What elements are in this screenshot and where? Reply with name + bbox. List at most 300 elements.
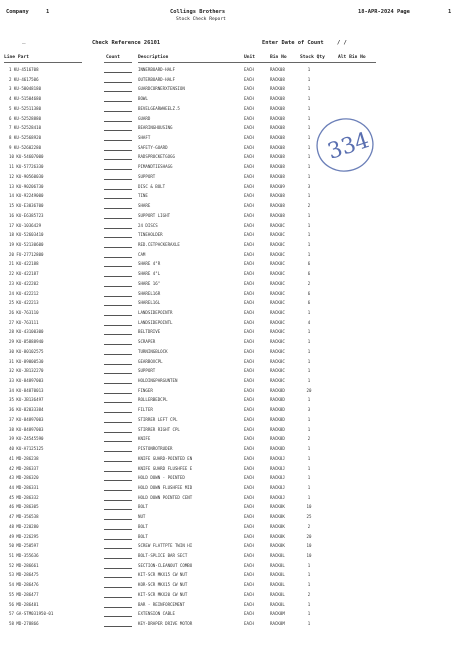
stock-qty-cell: 1 [307, 135, 311, 141]
count-entry-blank [104, 354, 132, 355]
count-entry-blank [104, 198, 132, 199]
unit-cell: EACH [244, 523, 254, 529]
count-entry-blank [104, 402, 132, 403]
bin-cell: RACK08 [270, 164, 285, 170]
line-part-cell: 44 MD-286331 [9, 484, 39, 490]
bin-cell: RACK08 [270, 203, 285, 209]
description-cell: HOLD DOWN - POINTED [138, 475, 185, 481]
count-entry-blank [104, 179, 132, 180]
unit-cell: EACH [244, 212, 254, 218]
description-cell: SHAREL16R [138, 290, 161, 296]
description-cell: SHARE 4"L [138, 271, 161, 277]
stock-qty-cell: 1 [307, 86, 311, 92]
stock-qty-cell: 1 [307, 251, 311, 257]
count-entry-blank [104, 101, 132, 102]
table-row [0, 85, 460, 95]
unit-cell: EACH [244, 290, 254, 296]
description-cell: KIT-SCR MKX20 CW NUT [138, 591, 188, 597]
count-entry-blank [104, 471, 132, 472]
stock-qty-cell: 10 [306, 504, 312, 510]
bin-cell: RACK8K [270, 504, 285, 510]
stock-qty-cell: 1 [307, 426, 311, 432]
unit-cell: EACH [244, 300, 254, 306]
line-part-cell: 58 MD-278866 [9, 621, 39, 627]
line-part-cell: 7 KU-52528410 [9, 125, 42, 131]
bin-cell: RACK8M [270, 621, 285, 627]
page-dash-mark: — [22, 40, 26, 47]
description-cell: KNIFE GUARD FLUSHFEE E [138, 465, 193, 471]
line-part-cell: 56 MD-286481 [9, 601, 39, 607]
count-entry-blank [104, 441, 132, 442]
description-cell: OUTERBOARD-HALF [138, 76, 175, 82]
count-entry-blank [104, 480, 132, 481]
bin-cell: RACK8J [270, 455, 285, 461]
column-bin-no: Bin No [270, 55, 287, 60]
unit-cell: EACH [244, 446, 254, 452]
stock-qty-cell: 1 [307, 96, 311, 102]
line-part-cell: 39 KU-Z4545590 [9, 436, 44, 442]
table-row [0, 66, 460, 76]
bin-cell: RACK8K [270, 543, 285, 549]
organisation-name: Collings Brothers [170, 9, 226, 15]
line-part-cell: 37 KU-84897003 [9, 416, 44, 422]
count-entry-blank [104, 334, 132, 335]
bin-cell: RACK08 [270, 76, 285, 82]
description-cell: SHAREL16L [138, 300, 161, 306]
table-row [0, 124, 460, 134]
count-entry-blank [104, 286, 132, 287]
bin-cell: RACK08 [270, 125, 285, 131]
stock-qty-cell: 10 [306, 553, 312, 558]
bin-cell: RACK8C [270, 358, 285, 364]
line-part-cell: 41 MD-286238 [9, 455, 39, 461]
unit-cell: EACH [244, 251, 254, 257]
stock-qty-cell: 2 [307, 203, 311, 209]
unit-cell: EACH [244, 455, 254, 461]
bin-cell: RACK8D [270, 436, 285, 442]
bin-cell: RACK8D [270, 387, 285, 393]
bin-cell: RACK8J [270, 465, 285, 471]
column-count: Count [106, 55, 120, 60]
unit-cell: EACH [244, 514, 254, 520]
description-cell: ROLLERBEDCPL [138, 397, 168, 403]
description-cell: BEARINGHOUSING [138, 125, 173, 131]
description-cell: SUPPORT [138, 368, 156, 374]
table-row [0, 222, 460, 232]
bin-cell: RACK8L [270, 562, 285, 568]
description-cell: KNIFE [138, 436, 151, 442]
unit-cell: EACH [244, 601, 254, 607]
bin-cell: RACK8D [270, 407, 285, 413]
check-reference: Check Reference 26101 [92, 40, 161, 46]
count-entry-blank [104, 451, 132, 452]
unit-cell: EACH [244, 183, 254, 189]
count-entry-blank [104, 364, 132, 365]
count-entry-blank [104, 159, 132, 160]
table-row [0, 309, 460, 319]
line-part-cell: 46 MD-286305 [9, 504, 39, 510]
unit-cell: EACH [244, 397, 254, 403]
line-part-cell: 53 MD-286475 [9, 572, 39, 578]
unit-cell: EACH [244, 416, 254, 422]
line-part-cell: 12 KU-90560030 [9, 173, 44, 179]
stock-qty-cell: 1 [307, 144, 311, 150]
unit-cell: EACH [244, 310, 254, 315]
bin-cell: RACK8C [270, 300, 285, 306]
description-cell: HOLDINGPARGUNTEN [138, 378, 178, 384]
description-cell: BEVELGEARWHEELZ.5 [138, 105, 180, 111]
unit-cell: EACH [244, 358, 254, 364]
unit-cell: EACH [244, 591, 254, 597]
line-part-cell: 5 KU-52511380 [9, 105, 42, 111]
table-row [0, 562, 460, 572]
unit-cell: EACH [244, 572, 254, 578]
unit-cell: EACH [244, 348, 254, 354]
count-entry-blank [104, 509, 132, 510]
stock-qty-cell: 1 [307, 222, 311, 228]
unit-cell: EACH [244, 339, 254, 345]
stock-qty-cell: 1 [307, 611, 311, 617]
unit-cell: EACH [244, 543, 254, 549]
count-entry-blank [104, 276, 132, 277]
line-part-cell: 17 KU-1036429 [9, 222, 42, 228]
table-row [0, 426, 460, 436]
column-unit: Unit [244, 55, 256, 60]
description-cell: DISC & BOLT [138, 183, 166, 189]
description-cell: KNIFE GUARD-POINTED EN [138, 455, 193, 461]
count-entry-blank [104, 218, 132, 219]
bin-cell: RACK8D [270, 416, 285, 422]
bin-cell: RACK8C [270, 339, 285, 345]
count-date-field: / / [337, 40, 347, 46]
line-part-cell: 24 KU-422212 [9, 290, 39, 296]
line-part-cell: 54 MD-286476 [9, 582, 39, 588]
bin-cell: RACK08 [270, 193, 285, 199]
count-entry-blank [104, 607, 132, 608]
unit-cell: EACH [244, 407, 254, 413]
count-entry-blank [104, 237, 132, 238]
stock-qty-cell: 1 [307, 241, 311, 247]
unit-cell: EACH [244, 154, 254, 160]
description-cell: FILTER [138, 407, 153, 413]
table-row [0, 251, 460, 261]
unit-cell: EACH [244, 553, 254, 558]
line-part-cell: 22 KU-422187 [9, 271, 39, 277]
description-cell: BOLT-SPLICE BAR SECT [138, 553, 188, 558]
line-part-cell: 6 KU-52528880 [9, 115, 42, 121]
line-part-cell: 31 KU-89000530 [9, 358, 44, 364]
column-description: Description [138, 55, 169, 60]
table-row [0, 455, 460, 465]
bin-cell: RACK8K [270, 514, 285, 520]
unit-cell: EACH [244, 144, 254, 150]
unit-cell: EACH [244, 611, 254, 617]
count-entry-blank [104, 461, 132, 462]
table-row [0, 416, 460, 426]
bin-cell: RACK8C [270, 271, 285, 277]
stock-qty-cell: 25 [306, 514, 312, 520]
line-part-cell: 36 KU-82033384 [9, 407, 44, 413]
bin-cell: RACK8C [270, 280, 285, 286]
table-row [0, 435, 460, 445]
stock-qty-cell: 1 [307, 475, 311, 481]
stock-qty-cell: 1 [307, 572, 311, 578]
table-row [0, 552, 460, 562]
table-row [0, 134, 460, 144]
stock-qty-cell: 1 [307, 465, 311, 471]
bin-cell: RACK08 [270, 86, 285, 92]
table-row [0, 601, 460, 611]
description-cell: HOLD DOWN POINTED CENT [138, 494, 193, 500]
count-entry-blank [104, 412, 132, 413]
header-rule-left [4, 62, 82, 63]
count-entry-blank [104, 72, 132, 73]
line-part-cell: 57 GA-STM031950-01 [9, 611, 54, 617]
line-part-cell: 55 MD-286477 [9, 591, 39, 597]
bin-cell: RACK8C [270, 290, 285, 296]
bin-cell: RACK8L [270, 553, 285, 558]
bin-cell: RACK8J [270, 475, 285, 481]
count-entry-blank [104, 228, 132, 229]
stock-qty-cell: 20 [306, 533, 312, 539]
table-row [0, 328, 460, 338]
description-cell: SHARE 4"R [138, 261, 161, 267]
line-part-cell: 20 FU-27712800 [9, 251, 44, 257]
unit-cell: EACH [244, 426, 254, 432]
stock-qty-cell: 1 [307, 358, 311, 364]
stock-qty-cell: 1 [307, 212, 311, 218]
stock-qty-cell: 2 [307, 280, 311, 286]
stock-qty-cell: 3 [307, 407, 311, 413]
line-part-cell: 10 KU-54607000 [9, 154, 44, 160]
unit-cell: EACH [244, 280, 254, 286]
stock-qty-cell: 6 [307, 261, 311, 267]
description-cell: BOLT [138, 523, 148, 529]
unit-cell: EACH [244, 504, 254, 510]
stock-qty-cell: 1 [307, 621, 311, 627]
count-entry-blank [104, 519, 132, 520]
table-row [0, 338, 460, 348]
line-part-cell: 51 MD-355636 [9, 553, 39, 558]
line-part-cell: 3 KU-50048180 [9, 86, 42, 92]
count-entry-blank [104, 111, 132, 112]
unit-cell: EACH [244, 261, 254, 267]
line-part-cell: 16 KU-E6385723 [9, 212, 44, 218]
table-row [0, 396, 460, 406]
count-entry-blank [104, 597, 132, 598]
bin-cell: RACK8K [270, 533, 285, 539]
line-part-cell: 30 KU-80102575 [9, 348, 44, 354]
count-entry-blank [104, 373, 132, 374]
report-title: Stock Check Report [176, 17, 226, 22]
unit-cell: EACH [244, 319, 254, 325]
bin-cell: RACK08 [270, 212, 285, 218]
description-cell: BAR - REINFORCEMENT [138, 601, 185, 607]
count-entry-blank [104, 529, 132, 530]
table-row [0, 358, 460, 368]
unit-cell: EACH [244, 465, 254, 471]
table-row [0, 241, 460, 251]
line-part-cell: 15 KU-E3036700 [9, 203, 44, 209]
count-entry-blank [104, 539, 132, 540]
bin-cell: RACK8C [270, 241, 285, 247]
count-entry-blank [104, 247, 132, 248]
line-part-cell: 25 KU-422213 [9, 300, 39, 306]
unit-cell: EACH [244, 125, 254, 131]
line-part-cell: 4 KU-51504680 [9, 96, 42, 102]
line-part-cell: 23 KU-422202 [9, 280, 39, 286]
line-part-cell: 27 KU-763111 [9, 319, 39, 325]
description-cell: INNERBOARD-HALF [138, 67, 175, 72]
stock-qty-cell: 10 [306, 543, 312, 549]
count-entry-blank [104, 82, 132, 83]
stock-qty-cell: 1 [307, 397, 311, 403]
company-label: Company [6, 9, 29, 15]
table-row [0, 581, 460, 591]
bin-cell: RACK08 [270, 115, 285, 121]
table-row [0, 280, 460, 290]
bin-cell: RACK8C [270, 368, 285, 374]
count-entry-blank [104, 257, 132, 258]
bin-cell: RACK8C [270, 251, 285, 257]
stock-qty-cell: 1 [307, 368, 311, 374]
unit-cell: EACH [244, 475, 254, 481]
description-cell: CAM [138, 251, 146, 257]
stock-qty-cell: 3 [307, 183, 311, 189]
table-row [0, 299, 460, 309]
unit-cell: EACH [244, 378, 254, 384]
table-row [0, 445, 460, 455]
count-entry-blank [104, 587, 132, 588]
table-row [0, 105, 460, 115]
table-row [0, 192, 460, 202]
handwritten-circled-count [312, 112, 378, 178]
count-entry-blank [104, 432, 132, 433]
table-row [0, 95, 460, 105]
unit-cell: EACH [244, 203, 254, 209]
line-part-cell: 49 MD-226295 [9, 533, 39, 539]
bin-cell: RACK8D [270, 426, 285, 432]
count-entry-blank [104, 91, 132, 92]
description-cell: BOLT [138, 504, 148, 510]
description-cell: NUT [138, 514, 146, 520]
count-entry-blank [104, 616, 132, 617]
line-part-cell: 52 MD-286661 [9, 562, 39, 568]
table-row [0, 591, 460, 601]
stock-qty-cell: 20 [306, 387, 312, 393]
count-entry-blank [104, 121, 132, 122]
unit-cell: EACH [244, 582, 254, 588]
bin-cell: RACK08 [270, 144, 285, 150]
unit-cell: EACH [244, 96, 254, 102]
count-entry-blank [104, 500, 132, 501]
description-cell: TURNINGBLOCK [138, 348, 168, 354]
table-row [0, 270, 460, 280]
table-row [0, 76, 460, 86]
stock-qty-cell: 2 [307, 436, 311, 442]
bin-cell: RACK08 [270, 96, 285, 102]
table-row [0, 484, 460, 494]
description-cell: FINGER [138, 387, 153, 393]
line-part-cell: 13 KU-90206730 [9, 183, 44, 189]
description-cell: SAFETY-GUARD [138, 144, 168, 150]
bin-cell: RACK8J [270, 484, 285, 490]
line-part-cell: 21 KU-422188 [9, 261, 39, 267]
stock-qty-cell: 6 [307, 271, 311, 277]
table-row [0, 163, 460, 173]
line-part-cell: 29 KU-85888940 [9, 339, 44, 345]
table-row [0, 319, 460, 329]
count-entry-blank [104, 568, 132, 569]
line-part-cell: 47 MD-356538 [9, 514, 39, 520]
count-entry-blank [104, 305, 132, 306]
description-cell: GEARBOXCPL [138, 358, 163, 364]
report-date: 18-APR-2024 Page [358, 9, 410, 15]
line-part-cell: 43 MD-286320 [9, 475, 39, 481]
unit-cell: EACH [244, 368, 254, 374]
stock-qty-cell: 2 [307, 523, 311, 529]
stock-qty-cell: 1 [307, 494, 311, 500]
table-row [0, 503, 460, 513]
header-rule-count [104, 62, 132, 63]
bin-cell: RACK08 [270, 135, 285, 141]
stock-qty-cell: 1 [307, 329, 311, 335]
stock-qty-cell: 1 [307, 310, 311, 315]
unit-cell: EACH [244, 105, 254, 111]
stock-qty-cell: 1 [307, 154, 311, 160]
unit-cell: EACH [244, 621, 254, 627]
bin-cell: RACK8C [270, 310, 285, 315]
table-row [0, 153, 460, 163]
unit-cell: EACH [244, 484, 254, 490]
line-part-cell: 14 KU-92249000 [9, 193, 44, 199]
table-row [0, 533, 460, 543]
description-cell: EXTENSION CABLE [138, 611, 175, 617]
column-stock-qty: Stock Qty [300, 55, 325, 60]
description-cell: KOR-SCR MKX15 CW NUT [138, 582, 188, 588]
table-row [0, 183, 460, 193]
bin-cell: RACK8C [270, 319, 285, 325]
description-cell: BELTDRIVE [138, 329, 161, 335]
description-cell: LANDSIDEPOINTR [138, 310, 173, 315]
stock-qty-cell: 1 [307, 455, 311, 461]
description-cell: LANDSIDEPOINTL [138, 319, 173, 325]
count-entry-blank [104, 626, 132, 627]
table-row [0, 494, 460, 504]
line-part-cell: 45 MD-286332 [9, 494, 39, 500]
stock-qty-cell: 1 [307, 582, 311, 588]
table-row [0, 465, 460, 475]
line-part-cell: 9 KU-52602280 [9, 144, 42, 150]
bin-cell: RACK08 [270, 154, 285, 160]
stock-qty-cell: 1 [307, 339, 311, 345]
count-entry-blank [104, 577, 132, 578]
count-entry-blank [104, 266, 132, 267]
unit-cell: EACH [244, 329, 254, 335]
description-cell: SUPPORT [138, 173, 156, 179]
table-row [0, 260, 460, 270]
count-entry-blank [104, 393, 132, 394]
description-cell: PISTONROTRUDER [138, 446, 173, 452]
bin-cell: RACK08 [270, 105, 285, 111]
unit-cell: EACH [244, 271, 254, 277]
stock-qty-cell: 1 [307, 416, 311, 422]
count-entry-blank [104, 189, 132, 190]
stock-qty-cell: 1 [307, 173, 311, 179]
unit-cell: EACH [244, 222, 254, 228]
stock-qty-cell: 4 [307, 319, 311, 325]
description-cell: TINEHOLDER [138, 232, 163, 238]
